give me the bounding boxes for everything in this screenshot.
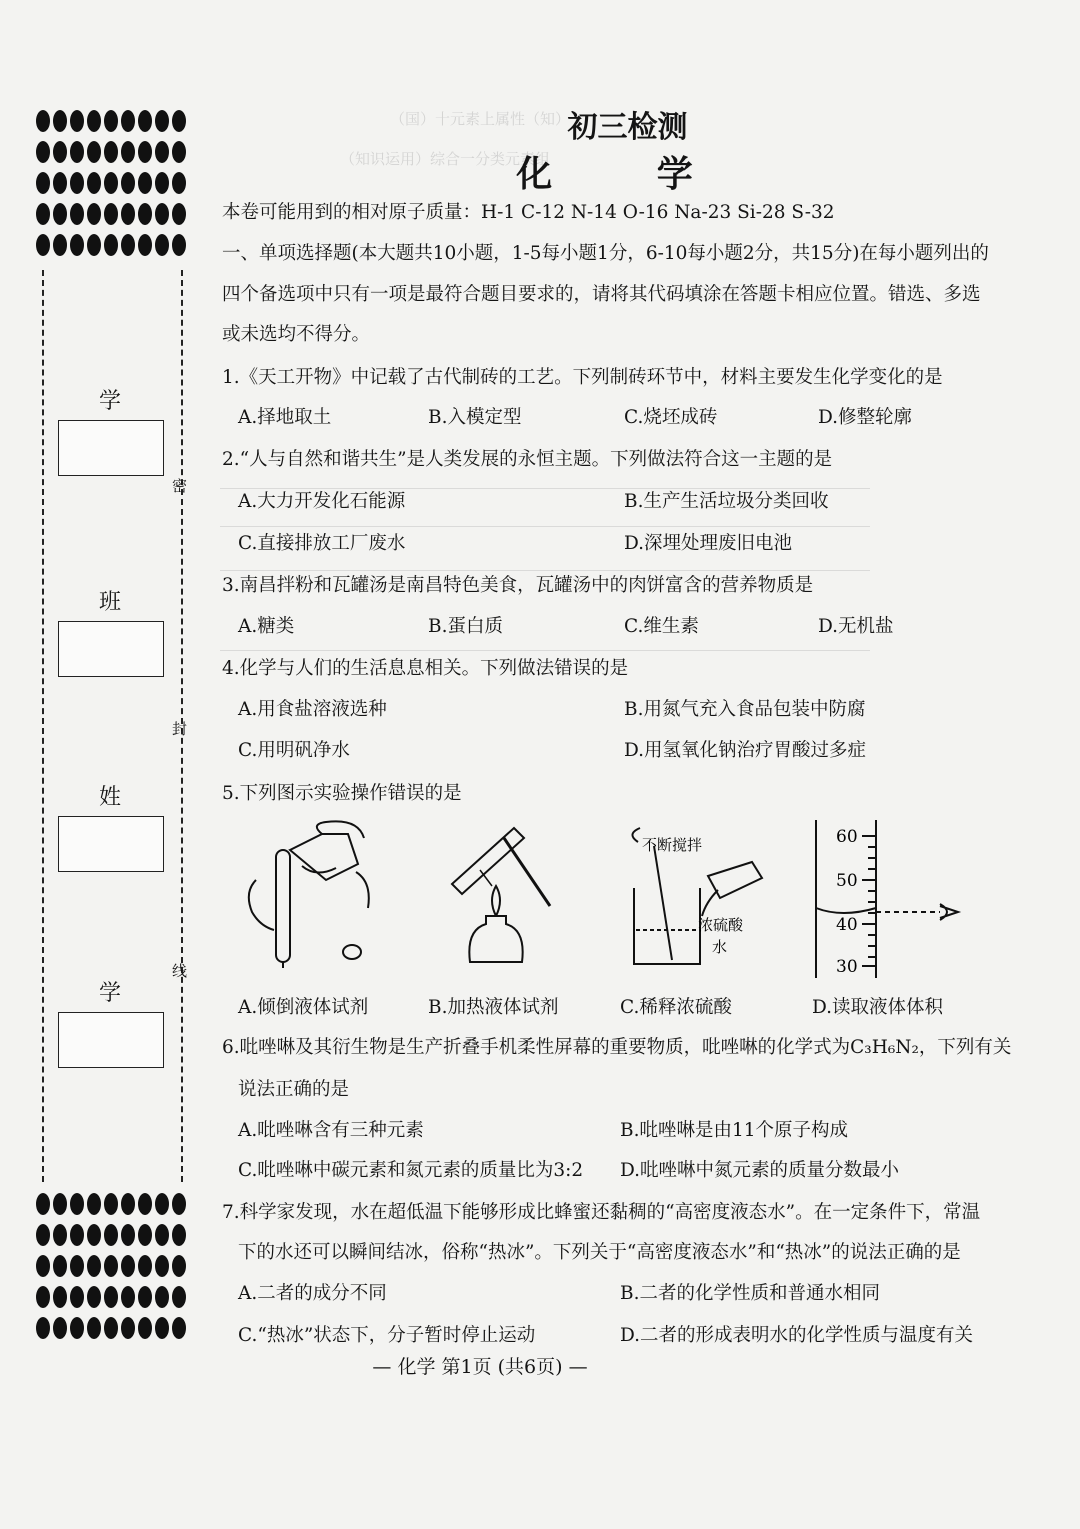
- scale-tick-label: 60: [836, 827, 858, 847]
- section-instructions: 四个备选项中只有一项是最符合题目要求的，请将其代码填涂在答题卡相应位置。错选、多选: [222, 284, 981, 305]
- question-2-stem: 2.“人与自然和谐共生”是人类发展的永恒主题。下列做法符合这一主题的是: [222, 449, 833, 470]
- q1-option-c[interactable]: C.烧坯成砖: [624, 407, 718, 428]
- q2-option-d[interactable]: D.深埋处理废旧电池: [624, 533, 793, 554]
- page-footer: — 化学 第1页 (共6页) —: [372, 1356, 588, 1378]
- seal-mark-feng: 封: [172, 720, 188, 738]
- q4-option-d[interactable]: D.用氢氧化钠治疗胃酸过多症: [624, 740, 867, 761]
- student-number-input[interactable]: [58, 1012, 164, 1068]
- name-label: 姓: [98, 785, 135, 810]
- class-label: 班: [98, 590, 135, 615]
- bleed-through-text: （知识运用）综合一分类元素组: [340, 150, 551, 168]
- bleed-through-line: [220, 526, 870, 527]
- q6-option-d[interactable]: D.吡唑啉中氮元素的质量分数最小: [620, 1160, 900, 1181]
- q7-option-c[interactable]: C.“热冰”状态下，分子暂时停止运动: [238, 1325, 536, 1346]
- q3-option-c[interactable]: C.维生素: [624, 616, 699, 637]
- question-6-stem: 6.吡唑啉及其衍生物是生产折叠手机柔性屏幕的重要物质，吡唑啉的化学式为C₃H₆N₂，下列有关: [222, 1037, 1012, 1058]
- section-instructions: 或未选均不得分。: [222, 324, 371, 345]
- bleed-through-text: （国）十元素上属性（知）: [390, 110, 571, 128]
- q2-option-c[interactable]: C.直接排放工厂废水: [238, 533, 406, 554]
- bleed-through-line: [220, 650, 870, 651]
- alcohol-lamp: [469, 916, 522, 962]
- q6-option-b[interactable]: B.吡唑啉是由11个原子构成: [620, 1120, 849, 1141]
- meniscus: [816, 908, 876, 913]
- subject-title: 化 学: [516, 153, 739, 195]
- q5-option-c[interactable]: C.稀释浓硫酸: [620, 997, 732, 1018]
- question-7-stem: 下的水还可以瞬间结冰，俗称“热冰”。下列关于“高密度液态水”和“热冰”的说法正确的是: [238, 1242, 961, 1263]
- q6-option-a[interactable]: A.吡唑啉含有三种元素: [238, 1120, 424, 1141]
- question-7-stem: 7.科学家发现，水在超低温下能够形成比蜂蜜还黏稠的“高密度液态水”。在一定条件下，常温: [222, 1202, 981, 1223]
- question-3-stem: 3.南昌拌粉和瓦罐汤是南昌特色美食，瓦罐汤中的肉饼富含的营养物质是: [222, 575, 814, 596]
- tube-holder: [504, 838, 550, 906]
- q1-option-d[interactable]: D.修整轮廓: [818, 407, 913, 428]
- figure-dilute-acid: [620, 820, 790, 975]
- dot-border-bottom: [36, 1193, 194, 1339]
- q7-option-a[interactable]: A.二者的成分不同: [238, 1283, 387, 1304]
- question-4-stem: 4.化学与人们的生活息息相关。下列做法错误的是: [222, 658, 629, 679]
- test-tube: [276, 850, 290, 962]
- bottle-stopper: [343, 945, 361, 959]
- school-label: 学: [98, 389, 135, 414]
- q4-option-a[interactable]: A.用食盐溶液选种: [238, 699, 387, 720]
- q3-option-d[interactable]: D.无机盐: [818, 616, 894, 637]
- school-input[interactable]: [58, 420, 164, 476]
- q3-option-b[interactable]: B.蛋白质: [428, 616, 503, 637]
- q7-option-b[interactable]: B.二者的化学性质和普通水相同: [620, 1283, 880, 1304]
- student-number-label: 学: [98, 981, 135, 1006]
- seal-mark-xian: 线: [172, 962, 188, 980]
- atomic-mass-note: 本卷可能用到的相对原子质量：H-1 C-12 N-14 O-16 Na-23 Si-28 S-32: [222, 202, 835, 223]
- binding-line-left: [42, 270, 44, 1182]
- q6-option-c[interactable]: C.吡唑啉中碳元素和氮元素的质量比为3:2: [238, 1160, 584, 1181]
- scale-tick-label: 30: [836, 957, 858, 977]
- hand: [249, 880, 274, 930]
- bleed-through-line: [220, 570, 870, 571]
- question-6-stem: 说法正确的是: [238, 1079, 350, 1100]
- eye-icon: [940, 904, 958, 920]
- question-1-stem: 1.《天工开物》中记载了古代制砖的工艺。下列制砖环节中，材料主要发生化学变化的是: [222, 367, 943, 388]
- scale-tick-label: 50: [836, 871, 858, 891]
- seal-mark-mi: 密: [172, 477, 188, 495]
- glass-rod: [654, 846, 672, 960]
- name-input[interactable]: [58, 816, 164, 872]
- q5-option-a[interactable]: A.倾倒液体试剂: [238, 997, 369, 1018]
- stir-arrow-icon: [632, 828, 640, 842]
- figure-heat-liquid: [430, 820, 570, 975]
- section-instructions: 一、单项选择题(本大题共10小题，1-5每小题1分，6-10每小题2分，共15分)在每小题列出的: [222, 243, 989, 264]
- test-tube: [452, 828, 524, 894]
- q2-option-b[interactable]: B.生产生活垃圾分类回收: [624, 491, 829, 512]
- q1-option-a[interactable]: A.择地取土: [238, 407, 332, 428]
- q5-option-d[interactable]: D.读取液体体积: [812, 997, 944, 1018]
- water-label: 水: [712, 938, 728, 956]
- q2-option-a[interactable]: A.大力开发化石能源: [238, 491, 406, 512]
- q4-option-c[interactable]: C.用明矾净水: [238, 740, 350, 761]
- acid-label: 浓硫酸: [698, 916, 744, 934]
- q7-option-d[interactable]: D.二者的形成表明水的化学性质与温度有关: [620, 1325, 974, 1346]
- stir-label: 不断搅拌: [642, 836, 703, 854]
- figure-pour-liquid: [240, 820, 380, 975]
- q3-option-a[interactable]: A.糖类: [238, 616, 295, 637]
- figure-read-volume: [812, 820, 972, 980]
- exam-title: 初三检测: [567, 110, 688, 145]
- q4-option-b[interactable]: B.用氮气充入食品包装中防腐: [624, 699, 866, 720]
- scale-tick-label: 40: [836, 915, 858, 935]
- q1-option-b[interactable]: B.入模定型: [428, 407, 522, 428]
- question-5-stem: 5.下列图示实验操作错误的是: [222, 783, 462, 804]
- flame: [492, 886, 500, 916]
- class-input[interactable]: [58, 621, 164, 677]
- q5-option-b[interactable]: B.加热液体试剂: [428, 997, 559, 1018]
